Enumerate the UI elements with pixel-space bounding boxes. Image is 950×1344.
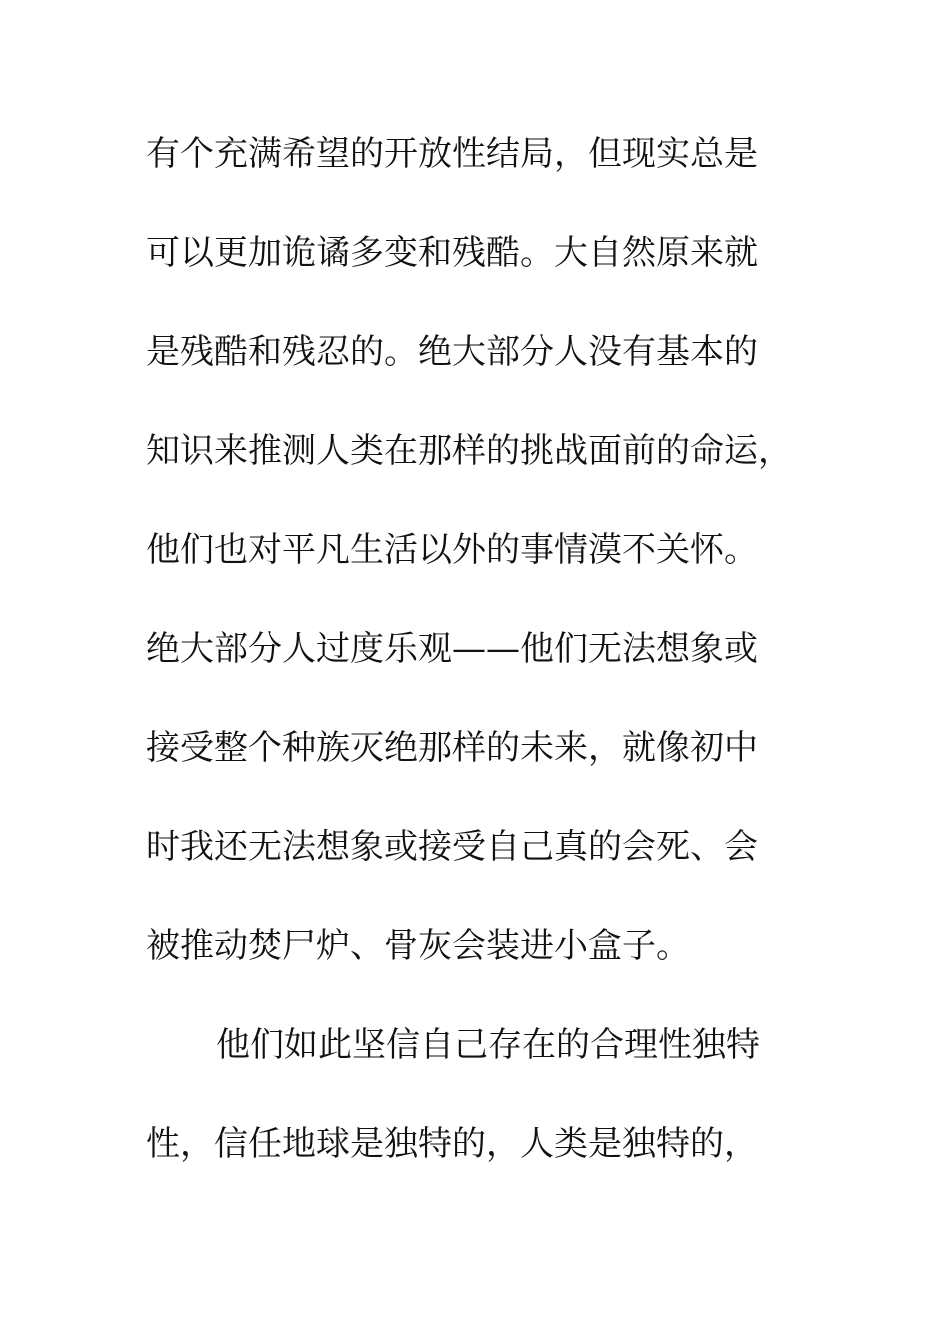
body-text	[146, 122, 806, 1211]
text-line: 时我还无法想象或接受自己真的会死、会	[146, 827, 758, 867]
text-line: 知识来推测人类在那样的挑战面前的命运，	[146, 431, 792, 471]
text-line: 被推动焚尸炉、骨灰会装进小盒子。	[146, 926, 690, 966]
text-line: 可以更加诡谲多变和残酷。大自然原来就	[146, 233, 758, 273]
text-line: 是残酷和残忍的。绝大部分人没有基本的	[146, 332, 758, 372]
paragraph-first-line: 他们如此坚信自己存在的合理性独特	[216, 1025, 760, 1065]
text-line: 性，信任地球是独特的，人类是独特的，	[146, 1124, 758, 1164]
text-line: 接受整个种族灭绝那样的未来，就像初中	[146, 728, 758, 768]
text-line: 他们也对平凡生活以外的事情漠不关怀。	[146, 530, 758, 570]
text-line: 有个充满希望的开放性结局，但现实总是	[146, 134, 758, 174]
text-line: 绝大部分人过度乐观——他们无法想象或	[146, 629, 758, 669]
